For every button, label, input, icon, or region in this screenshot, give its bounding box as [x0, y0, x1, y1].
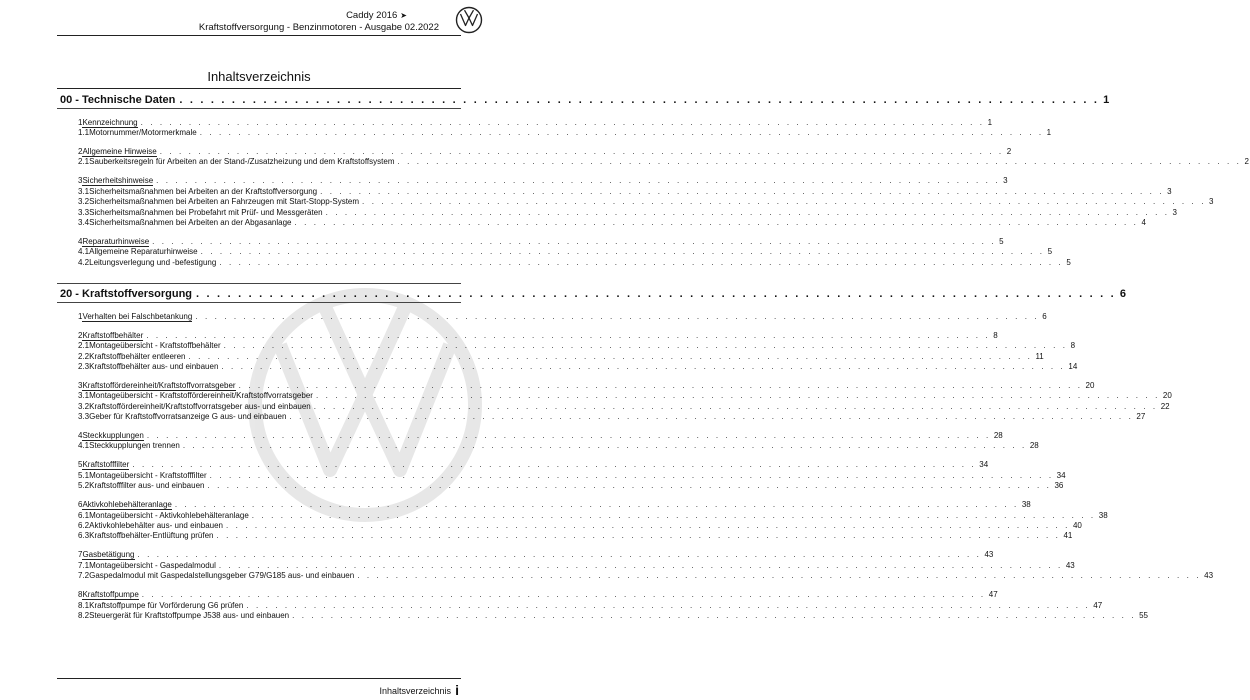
chapter-page: 6	[1119, 288, 1126, 301]
leader-dots: . . . . . . . . . . . . . . . . . . . . . . . . . . . . . . . . . . . . . . . . . . . . . . . . . . . . . . . . . . . . . . . . . . . . . . . . . . . . . . . . . . . . . . . .	[159, 146, 1004, 156]
entry-title: Verhalten bei Falschbetankung	[82, 311, 193, 321]
entry-page: 43	[1204, 571, 1214, 581]
entry-title: Kraftstoffpumpe	[82, 590, 139, 600]
leader-dots: . . . . . . . . . . . . . . . . . . . . . . . . . . . . . . . . . . . . . . . . . . . . . . . . . . . . . . . . . . . . . . . . . . . . . . . . . . . . . . . . . . . . . . . .	[156, 176, 1001, 186]
entry-page: 22	[1160, 401, 1170, 411]
entry-page: 2	[1244, 157, 1249, 167]
entry-page: 6	[1042, 311, 1047, 321]
entry-page: 2	[1006, 146, 1012, 156]
leader-dots: . . . . . . . . . . . . . . . . . . . . . . . . . . . . . . . . . . . . . . . . . . . . . . . . . . . . . . . . . . . . . . . . . . . . . . . . . . . . . . . . . . . . . . . .	[246, 600, 1091, 610]
leader-dots: . . . . . . . . . . . . . . . . . . . . . . . . . . . . . . . . . . . . . . . . . . . . . . . . . . . . . . . . . . . . . . . . . . . . . . . . . . . . . . . . . . . . . . . .	[294, 217, 1139, 227]
leader-dots: . . . . . . . . . . . . . . . . . . . . . . . . . . . . . . . . . . . . . . . . . . . . . . . . . . . . . . . . . . . . . . . . . . . . . . . . . . . . . . . . . . . . . . . .	[174, 500, 1019, 510]
entry-number: 3.1	[78, 186, 90, 196]
toc-section[interactable]	[57, 114, 993, 128]
leader-dots: . . . . . . . . . . . . . . . . . . . . . . . . . . . . . . . . . . . . . . . . . . . . . . . . . . . . . . . . . . . . . . . . . . . . . . . . . . . . . . . . . . . . . . . .	[251, 510, 1096, 520]
entry-page: 34	[979, 460, 989, 470]
entry-title: Sicherheitsmaßnahmen bei Probefahrt mit Prüf- und Messgeräten	[89, 207, 323, 217]
entry-page: 38	[1098, 510, 1108, 520]
entry-title: Steuergerät für Kraftstoffpumpe J538 aus- und einbauen	[89, 610, 290, 620]
toc-subsection[interactable]	[57, 157, 1249, 167]
toc-chapter[interactable]	[57, 283, 1126, 303]
leader-dots: . . . . . . . . . . . . . . . . . . . . . . . . . . . . . . . . . . . . . . . . . . . . . . . . . . . . . . . . . . . . . . . . . . . . . . . . . . . . . . . . . . . . . . . .	[199, 127, 1044, 137]
leader-dots: . . . . . . . . . . . . . . . . . . . . . . . . . . . . . . . . . . . . . . . . . . . . . . . . . . . . . . . . . . . . . . . . . . . . . . . . . . . . . . . . . . . . . . . .	[146, 330, 991, 340]
toc-subsection[interactable]	[57, 257, 1071, 268]
entry-number: 6	[78, 500, 83, 510]
toc-subsection[interactable]	[57, 247, 1053, 257]
entry-page: 8	[1070, 341, 1076, 351]
toc-section[interactable]	[57, 427, 1003, 441]
leader-dots: . . . . . . . . . . . . . . . . . . . . . . . . . . . . . . . . . . . . . . . . . . . . . . . . . . . . . . . . . . . . . . . . . . . . . . . . . . . . . . . . . . . . . . . .	[195, 311, 1040, 321]
entry-page: 3	[1172, 207, 1177, 217]
leader-dots: . . . . . . . . . . . . . . . . . . . . . . . . . . . . . . . . . . . . . . . . . . . . . . . . . . . . . . . . . . . . . . . . . . . . . . . . . . . . . . . . . . . . . . . .	[152, 236, 997, 246]
entry-title: Kraftstoffördereinheit/Kraftstoffvorratsgeber aus- und einbauen	[89, 401, 311, 411]
entry-title: Kraftstoffpumpe für Vorförderung G6 prüfen	[89, 600, 244, 610]
entry-title: Kraftstofffilter aus- und einbauen	[89, 481, 205, 491]
toc-subsection[interactable]	[57, 531, 1073, 541]
toc-subsection[interactable]	[57, 571, 1214, 581]
leader-dots: . . . . . . . . . . . . . . . . . . . . . . . . . . . . . . . . . . . . . . . . . . . . . . . . . . . . . . . . . . . . . . . . . . . . . . . . . . . . . . . . . . . . . . . .	[292, 610, 1137, 620]
leader-dots: . . . . . . . . . . . . . . . . . . . . . . . . . . . . . . . . . . . . . . . . . . . . . . . . . . . . . . . . . . . . . . . . . . . . . . . . . . . . . . . . . . . . . . . .	[218, 560, 1063, 570]
entry-title: Steckkupplungen trennen	[89, 441, 180, 451]
entry-title: Montageübersicht - Kraftstoffördereinheit/Kraftstoffvorratsgeber	[89, 391, 313, 401]
leader-dots: . . . . . . . . . . . . . . . . . . . . . . . . . . . . . . . . . . . . . . . . . . . . . . . . . . . . . . . . . . . . . . . . . . . . . . . . . . . . . . . . . . . . . . . .	[207, 481, 1052, 491]
leader-dots: . . . . . . . . . . . . . . . . . . . . . . . . . . . . . . . . . . . . . . . . . . . . . . . . . . . . . . . . . . . . . . . . . . . . . . . . . . . . . . . . . . . . . . . .	[209, 470, 1054, 480]
entry-title: Kraftstoffbehälter-Entlüftung prüfen	[89, 531, 214, 541]
entry-number: 6.2	[78, 521, 90, 531]
toc-section[interactable]	[57, 457, 989, 471]
entry-number: 1.1	[78, 127, 90, 137]
arrow-right-icon: ➤	[400, 11, 407, 20]
toc-subsection[interactable]	[57, 470, 1066, 481]
entry-title: Kraftstoffbehälter	[82, 330, 144, 340]
entry-page: 1	[1046, 127, 1052, 137]
toc-section[interactable]	[57, 308, 1047, 322]
entry-number: 2	[78, 330, 83, 340]
entry-number: 2	[78, 146, 83, 156]
entry-number: 1	[78, 311, 83, 321]
leader-dots: . . . . . . . . . . . . . . . . . . . . . . . . . . . . . . . . . . . . . . . . . . . . . . . . . . . . . . . . . . . . . . . . . . . . . . . . . . . . . . . . . . . . . . . .	[141, 590, 986, 600]
entry-page: 47	[988, 590, 998, 600]
entry-number: 6.1	[78, 510, 90, 520]
entry-page: 28	[993, 431, 1003, 441]
entry-title: Montageübersicht - Gaspedalmodul	[89, 560, 216, 570]
entry-number: 3.3	[78, 412, 90, 422]
toc-subsection[interactable]	[57, 361, 1078, 372]
toc-subsection[interactable]	[57, 197, 1214, 207]
entry-title: Sicherheitsmaßnahmen bei Arbeiten an der Abgasanlage	[89, 217, 292, 227]
leader-dots: . . . . . . . . . . . . . . . . . . . . . . . . . . . . . . . . . . . . . . . . . . . . . . . . . . . . . . . . . . . . . . . . . . . . . . . . . . . . . . . . . . . . . . . .	[140, 117, 985, 127]
page-title: Inhaltsverzeichnis	[207, 69, 311, 84]
toc-section[interactable]	[57, 377, 1095, 391]
entry-number: 3.2	[78, 401, 90, 411]
entry-number: 2.1	[78, 341, 90, 351]
entry-page: 11	[1035, 351, 1044, 361]
leader-dots: . . . . . . . . . . . . . . . . . . . . . . . . . . . . . . . . . . . . . . . . . . . . . . . . . . . . . . . . . . . . . . . . . . . . . . . . . . . . . . . . . . . . . . . .	[315, 391, 1160, 401]
footer-divider	[57, 678, 461, 679]
entry-number: 5.1	[78, 470, 90, 480]
entry-number: 7	[78, 550, 83, 560]
chapter-title: 00 - Technische Daten	[60, 94, 176, 106]
leader-dots: . . . . . . . . . . . . . . . . . . . . . . . . . . . . . . . . . . . . . . . . . . . . . . . . . . . . . . . . . . . . . . . . . . . . . . . . . . . . . . . . . . . . . . . .	[397, 157, 1242, 167]
entry-number: 6.3	[78, 531, 90, 541]
entry-page: 28	[1029, 441, 1039, 451]
entry-page: 5	[1066, 257, 1071, 267]
toc-subsection[interactable]	[57, 391, 1172, 401]
entry-number: 3.1	[78, 391, 90, 401]
leader-dots: . . . . . . . . . . . . . . . . . . . . . . . . . . . . . . . . . . . . . . . . . . . . . . . . . . . . . . . . . . . . . . . . . . . . . . . . . . . . . . . . . . . . . . . .	[221, 361, 1066, 371]
toc-subsection[interactable]	[57, 610, 1148, 621]
entry-page: 3	[1167, 186, 1172, 196]
footer-page-number: i	[455, 682, 459, 698]
entry-title: Steckkupplungen	[82, 431, 144, 441]
leader-dots: . . . . . . . . . . . . . . . . . . . . . . . . . . . . . . . . . . . . . . . . . . . . . . . . . . . . . . . . . . . . . . . . . . . . . . . . . . . . . . . . . . . . . . . .	[137, 550, 982, 560]
entry-number: 4.2	[78, 257, 90, 267]
leader-dots: . . . . . . . . . . . . . . . . . . . . . . . . . . . . . . . . . . . . . . . . . . . . . . . . . . . . . . . . . . . . . . . . . . . . . . . . . . . . . . . . . . . . . . . .	[132, 460, 977, 470]
toc-subsection[interactable]	[57, 600, 1103, 611]
entry-title: Motornummer/Motormerkmale	[89, 127, 197, 137]
toc-subsection[interactable]	[57, 351, 1044, 362]
toc-section[interactable]	[57, 587, 998, 601]
table-of-contents	[57, 89, 1249, 621]
entry-title: Gaspedalmodul mit Gaspedalstellungsgeber G79/G185 aus- und einbauen	[89, 571, 355, 581]
entry-page: 55	[1139, 610, 1148, 620]
entry-number: 2.2	[78, 351, 90, 361]
entry-number: 4.1	[78, 247, 90, 257]
leader-dots: . . . . . . . . . . . . . . . . . . . . . . . . . . . . . . . . . . . . . . . . . . . . . . . . . . . . . . . . . . . . . . . . . . . . . . . . . . . . . . . . . . . . . . . .	[325, 207, 1170, 217]
toc-subsection[interactable]	[57, 441, 1039, 451]
entry-title: Allgemeine Hinweise	[82, 146, 157, 156]
leader-dots: . . . . . . . . . . . . . . . . . . . . . . . . . . . . . . . . . . . . . . . . . . . . . . . . . . . . . . . . . . . . . . . . . . . . . . . . . . . . . . . . . . . . . . . .	[179, 94, 1100, 106]
header-subtitle: Kraftstoffversorgung - Benzinmotoren - Ausgabe 02.2022	[198, 22, 439, 33]
entry-page: 47	[1093, 600, 1103, 610]
leader-dots: . . . . . . . . . . . . . . . . . . . . . . . . . . . . . . . . . . . . . . . . . . . . . . . . . . . . . . . . . . . . . . . . . . . . . . . . . . . . . . . . . . . . . . . .	[196, 288, 1116, 301]
toc-section[interactable]	[57, 497, 1031, 511]
entry-title: Reparaturhinweise	[82, 236, 150, 246]
toc-subsection[interactable]	[57, 401, 1170, 412]
toc-subsection[interactable]	[57, 186, 1172, 197]
entry-number: 7.2	[78, 571, 90, 581]
entry-number: 8.1	[78, 600, 90, 610]
entry-title: Aktivkohlebehälter aus- und einbauen	[89, 521, 223, 531]
entry-page: 1	[987, 117, 993, 127]
toc-section[interactable]	[57, 327, 998, 341]
entry-title: Kennzeichnung	[82, 117, 138, 127]
toc-subsection[interactable]	[57, 560, 1075, 571]
entry-title: Sicherheitsmaßnahmen bei Arbeiten an Fahrzeugen mit Start-Stopp-System	[89, 197, 360, 207]
entry-title: Sicherheitsmaßnahmen bei Arbeiten an der Kraftstoffversorgung	[89, 186, 318, 196]
entry-page: 3	[1209, 197, 1214, 207]
entry-number: 7.1	[78, 560, 90, 570]
entry-page: 8	[993, 330, 998, 340]
entry-title: Montageübersicht - Aktivkohlebehälteranlage	[89, 510, 249, 520]
chapter-title: 20 - Kraftstoffversorgung	[60, 288, 193, 301]
leader-dots: . . . . . . . . . . . . . . . . . . . . . . . . . . . . . . . . . . . . . . . . . . . . . . . . . . . . . . . . . . . . . . . . . . . . . . . . . . . . . . . . . . . . . . . .	[320, 186, 1165, 196]
header-model-year: Caddy 2016 ➤	[346, 10, 407, 21]
entry-number: 2.3	[78, 361, 90, 371]
leader-dots: . . . . . . . . . . . . . . . . . . . . . . . . . . . . . . . . . . . . . . . . . . . . . . . . . . . . . . . . . . . . . . . . . . . . . . . . . . . . . . . . . . . . . . . .	[238, 380, 1083, 390]
leader-dots: . . . . . . . . . . . . . . . . . . . . . . . . . . . . . . . . . . . . . . . . . . . . . . . . . . . . . . . . . . . . . . . . . . . . . . . . . . . . . . . . . . . . . . . .	[362, 197, 1207, 207]
entry-title: Aktivkohlebehälteranlage	[82, 500, 172, 510]
toc-chapter[interactable]	[57, 89, 1110, 109]
toc-subsection[interactable]	[57, 341, 1076, 351]
entry-title: Kraftstoffördereinheit/Kraftstoffvorratsgeber	[82, 380, 236, 390]
entry-page: 5	[1047, 247, 1053, 257]
entry-number: 5	[78, 460, 83, 470]
leader-dots: . . . . . . . . . . . . . . . . . . . . . . . . . . . . . . . . . . . . . . . . . . . . . . . . . . . . . . . . . . . . . . . . . . . . . . . . . . . . . . . . . . . . . . . .	[357, 571, 1202, 581]
leader-dots: . . . . . . . . . . . . . . . . . . . . . . . . . . . . . . . . . . . . . . . . . . . . . . . . . . . . . . . . . . . . . . . . . . . . . . . . . . . . . . . . . . . . . . . .	[219, 257, 1064, 267]
entry-page: 36	[1054, 481, 1064, 491]
entry-number: 3.4	[78, 217, 90, 227]
entry-number: 3	[78, 176, 83, 186]
vw-logo-icon	[455, 6, 483, 34]
entry-number: 3	[78, 380, 83, 390]
chapter-page: 1	[1103, 94, 1110, 106]
leader-dots: . . . . . . . . . . . . . . . . . . . . . . . . . . . . . . . . . . . . . . . . . . . . . . . . . . . . . . . . . . . . . . . . . . . . . . . . . . . . . . . . . . . . . . . .	[200, 247, 1045, 257]
leader-dots: . . . . . . . . . . . . . . . . . . . . . . . . . . . . . . . . . . . . . . . . . . . . . . . . . . . . . . . . . . . . . . . . . . . . . . . . . . . . . . . . . . . . . . . .	[223, 341, 1068, 351]
toc-subsection[interactable]	[57, 510, 1108, 521]
entry-page: 20	[1162, 391, 1172, 401]
entry-page: 43	[1065, 560, 1075, 570]
entry-page: 34	[1056, 470, 1066, 480]
entry-page: 4	[1141, 217, 1146, 227]
entry-title: Sauberkeitsregeln für Arbeiten an der Stand-/Zusatzheizung und dem Kraftstoffsystem	[89, 157, 395, 167]
entry-page: 41	[1063, 531, 1073, 541]
entry-page: 3	[1003, 176, 1008, 186]
leader-dots: . . . . . . . . . . . . . . . . . . . . . . . . . . . . . . . . . . . . . . . . . . . . . . . . . . . . . . . . . . . . . . . . . . . . . . . . . . . . . . . . . . . . . . . .	[146, 431, 991, 441]
entry-page: 20	[1085, 380, 1095, 390]
leader-dots: . . . . . . . . . . . . . . . . . . . . . . . . . . . . . . . . . . . . . . . . . . . . . . . . . . . . . . . . . . . . . . . . . . . . . . . . . . . . . . . . . . . . . . . .	[216, 531, 1061, 541]
header-divider	[57, 35, 461, 36]
entry-title: Sicherheitshinweise	[82, 176, 154, 186]
toc-subsection[interactable]	[57, 412, 1146, 422]
toc-subsection[interactable]	[57, 217, 1146, 228]
entry-page: 14	[1068, 361, 1078, 371]
entry-number: 4	[78, 431, 83, 441]
entry-page: 43	[984, 550, 994, 560]
entry-title: Geber für Kraftstoffvorratsanzeige G aus- und einbauen	[89, 412, 287, 422]
entry-title: Kraftstoffbehälter aus- und einbauen	[89, 361, 219, 371]
entry-number: 8	[78, 590, 83, 600]
entry-title: Kraftstofffilter	[82, 460, 130, 470]
entry-page: 40	[1072, 521, 1082, 531]
toc-section[interactable]	[57, 233, 1004, 247]
toc-subsection[interactable]	[57, 127, 1052, 138]
leader-dots: . . . . . . . . . . . . . . . . . . . . . . . . . . . . . . . . . . . . . . . . . . . . . . . . . . . . . . . . . . . . . . . . . . . . . . . . . . . . . . . . . . . . . . . .	[289, 412, 1134, 422]
entry-number: 5.2	[78, 481, 90, 491]
entry-number: 1	[78, 117, 83, 127]
entry-number: 4.1	[78, 441, 90, 451]
entry-title: Kraftstoffbehälter entleeren	[89, 351, 186, 361]
entry-title: Montageübersicht - Kraftstofffilter	[89, 470, 207, 480]
entry-title: Allgemeine Reparaturhinweise	[89, 247, 198, 257]
entry-page: 27	[1136, 412, 1146, 422]
leader-dots: . . . . . . . . . . . . . . . . . . . . . . . . . . . . . . . . . . . . . . . . . . . . . . . . . . . . . . . . . . . . . . . . . . . . . . . . . . . . . . . . . . . . . . . .	[226, 521, 1070, 531]
toc-section[interactable]	[57, 173, 1008, 187]
leader-dots: . . . . . . . . . . . . . . . . . . . . . . . . . . . . . . . . . . . . . . . . . . . . . . . . . . . . . . . . . . . . . . . . . . . . . . . . . . . . . . . . . . . . . . . .	[188, 351, 1033, 361]
entry-number: 4	[78, 236, 83, 246]
entry-number: 8.2	[78, 610, 90, 620]
footer-label: Inhaltsverzeichnis	[379, 686, 451, 696]
entry-title: Montageübersicht - Kraftstoffbehälter	[89, 341, 221, 351]
entry-title: Leitungsverlegung und -befestigung	[89, 257, 217, 267]
toc-section[interactable]	[57, 143, 1012, 157]
entry-number: 2.1	[78, 157, 90, 167]
leader-dots: . . . . . . . . . . . . . . . . . . . . . . . . . . . . . . . . . . . . . . . . . . . . . . . . . . . . . . . . . . . . . . . . . . . . . . . . . . . . . . . . . . . . . . . .	[313, 401, 1158, 411]
toc-section[interactable]	[57, 547, 994, 561]
toc-subsection[interactable]	[57, 481, 1064, 491]
entry-number: 3.2	[78, 197, 90, 207]
toc-subsection[interactable]	[57, 207, 1177, 218]
entry-number: 3.3	[78, 207, 90, 217]
toc-subsection[interactable]	[57, 521, 1082, 531]
entry-page: 38	[1021, 500, 1031, 510]
entry-page: 5	[999, 236, 1004, 246]
entry-title: Gasbetätigung	[82, 550, 135, 560]
leader-dots: . . . . . . . . . . . . . . . . . . . . . . . . . . . . . . . . . . . . . . . . . . . . . . . . . . . . . . . . . . . . . . . . . . . . . . . . . . . . . . . . . . . . . . . .	[182, 441, 1027, 451]
